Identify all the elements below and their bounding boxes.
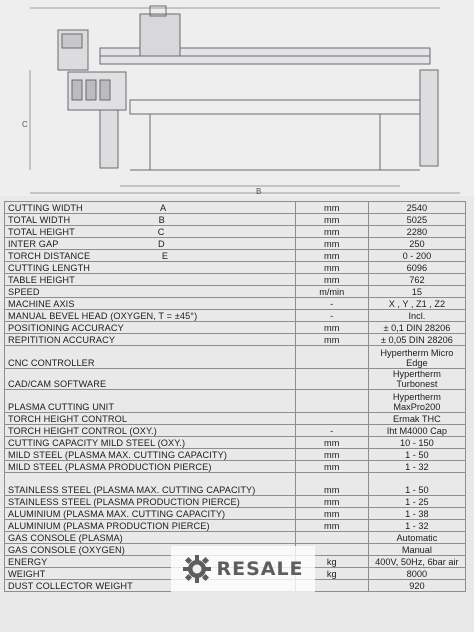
row-description-text: DUST COLLECTOR WEIGHT <box>8 581 133 591</box>
row-value: ± 0,05 DIN 28206 <box>368 334 465 346</box>
row-unit: - <box>295 425 368 437</box>
row-description <box>5 437 296 449</box>
row-description-text: TOTAL WIDTH <box>8 215 71 225</box>
row-description-text: CUTTING CAPACITY MILD STEEL (OXY.) <box>8 438 186 448</box>
table-row <box>5 298 466 310</box>
row-unit: mm <box>295 238 368 250</box>
table-row <box>5 238 466 250</box>
row-description-text: GAS CONSOLE (OXYGEN) <box>8 545 125 555</box>
row-description-text: ALUMINIUM (PLASMA MAX. CUTTING CAPACITY) <box>8 509 226 519</box>
row-description-text: MILD STEEL (PLASMA PRODUCTION PIERCE) <box>8 462 212 472</box>
row-description-text: WEIGHT <box>8 569 46 579</box>
row-description <box>5 274 296 286</box>
row-description-text: MANUAL BEVEL HEAD (OXYGEN, T = ±45°) <box>8 311 198 321</box>
table-row <box>5 202 466 214</box>
table-row <box>5 473 466 496</box>
table-row <box>5 437 466 449</box>
row-description <box>5 390 296 413</box>
row-description-text: PLASMA CUTTING UNIT <box>8 402 115 412</box>
row-unit: mm <box>295 508 368 520</box>
row-description <box>5 508 296 520</box>
row-dimension-letter: E <box>161 251 169 261</box>
row-value: 1 - 38 <box>368 508 465 520</box>
row-unit <box>295 369 368 390</box>
row-value: 250 <box>368 238 465 250</box>
dim-label-c: C <box>22 120 28 129</box>
dim-label-b: B <box>256 187 262 196</box>
row-unit: kg <box>295 568 368 580</box>
row-dimension-letter: A <box>159 203 167 213</box>
row-description-text: GAS CONSOLE (PLASMA) <box>8 533 123 543</box>
row-value: 0 - 200 <box>368 250 465 262</box>
table-row <box>5 262 466 274</box>
row-description <box>5 250 296 262</box>
row-description <box>5 298 296 310</box>
row-description-text: CNC CONTROLLER <box>8 358 95 368</box>
table-row <box>5 413 466 425</box>
row-unit: mm <box>295 274 368 286</box>
table-row <box>5 461 466 473</box>
machine-drawing-svg <box>0 0 474 196</box>
table-row <box>5 346 466 369</box>
row-description <box>5 310 296 322</box>
row-unit: - <box>295 310 368 322</box>
row-value: Incl. <box>368 310 465 322</box>
table-row <box>5 274 466 286</box>
table-row <box>5 214 466 226</box>
spec-table-body <box>5 202 466 592</box>
row-unit: mm <box>295 202 368 214</box>
table-row <box>5 334 466 346</box>
row-description <box>5 520 296 532</box>
row-description-text: TORCH DISTANCE <box>8 251 91 261</box>
row-unit <box>295 532 368 544</box>
row-unit: mm <box>295 226 368 238</box>
row-value: Iht M4000 Cap <box>368 425 465 437</box>
row-value: Manual <box>368 544 465 556</box>
row-unit: mm <box>295 214 368 226</box>
table-row <box>5 286 466 298</box>
row-description-text: TABLE HEIGHT <box>8 275 75 285</box>
table-row <box>5 310 466 322</box>
row-unit: mm <box>295 520 368 532</box>
row-unit <box>295 390 368 413</box>
row-value: Automatic <box>368 532 465 544</box>
row-value: 920 <box>368 580 465 592</box>
row-description <box>5 473 296 496</box>
row-description-text: TORCH HEIGHT CONTROL <box>8 414 128 424</box>
row-unit: mm <box>295 461 368 473</box>
row-value: 8000 <box>368 568 465 580</box>
row-description <box>5 496 296 508</box>
row-description-text: STAINLESS STEEL (PLASMA MAX. CUTTING CAPACITY) <box>8 485 256 495</box>
row-description <box>5 238 296 250</box>
row-value: 1 - 50 <box>368 449 465 461</box>
row-description <box>5 262 296 274</box>
gear-icon <box>182 554 212 584</box>
row-description <box>5 322 296 334</box>
machine-drawing <box>0 0 474 196</box>
table-row <box>5 496 466 508</box>
row-dimension-letter: C <box>157 227 165 237</box>
row-unit <box>295 413 368 425</box>
row-unit: mm <box>295 334 368 346</box>
row-value: 1 - 25 <box>368 496 465 508</box>
spec-table <box>4 201 466 592</box>
table-row <box>5 532 466 544</box>
row-description-text: CUTTING WIDTH <box>8 203 83 213</box>
row-description-text: SPEED <box>8 287 40 297</box>
row-value: 400V, 50Hz, 6bar air <box>368 556 465 568</box>
table-row <box>5 425 466 437</box>
row-dimension-letter: D <box>158 239 165 249</box>
row-unit: - <box>295 298 368 310</box>
row-description <box>5 334 296 346</box>
row-description <box>5 532 296 544</box>
row-description <box>5 449 296 461</box>
row-unit: kg <box>295 556 368 568</box>
row-value: 6096 <box>368 262 465 274</box>
row-description <box>5 202 296 214</box>
row-value: 2280 <box>368 226 465 238</box>
table-row <box>5 449 466 461</box>
row-unit: mm <box>295 250 368 262</box>
row-description <box>5 286 296 298</box>
row-description <box>5 214 296 226</box>
row-description <box>5 461 296 473</box>
row-description-text: TORCH HEIGHT CONTROL (OXY.) <box>8 426 157 436</box>
row-description-text: MACHINE AXIS <box>8 299 75 309</box>
row-unit: m/min <box>295 286 368 298</box>
row-description-text: MILD STEEL (PLASMA MAX. CUTTING CAPACITY) <box>8 450 228 460</box>
row-description <box>5 425 296 437</box>
row-unit: mm <box>295 437 368 449</box>
row-value: 10 - 150 <box>368 437 465 449</box>
table-row <box>5 250 466 262</box>
table-row <box>5 390 466 413</box>
row-unit: mm <box>295 496 368 508</box>
table-row <box>5 508 466 520</box>
row-value: Hypertherm Turbonest <box>368 369 465 390</box>
row-description <box>5 413 296 425</box>
row-description-text: REPITITION ACCURACY <box>8 335 116 345</box>
row-unit: mm <box>295 449 368 461</box>
row-description-text: ALUMINIUM (PLASMA PRODUCTION PIERCE) <box>8 521 210 531</box>
row-dimension-letter: B <box>158 215 165 225</box>
row-value: 15 <box>368 286 465 298</box>
row-description <box>5 369 296 390</box>
row-value: 1 - 32 <box>368 520 465 532</box>
row-value: 762 <box>368 274 465 286</box>
row-unit: mm <box>295 262 368 274</box>
row-description-text: CAD/CAM SOFTWARE <box>8 379 107 389</box>
table-row <box>5 226 466 238</box>
row-value: Hypertherm MaxPro200 <box>368 390 465 413</box>
row-value: ± 0,1 DIN 28206 <box>368 322 465 334</box>
resale-watermark <box>171 546 315 592</box>
table-row <box>5 369 466 390</box>
row-description <box>5 226 296 238</box>
row-value: 1 - 50 <box>368 473 465 496</box>
row-description-text: STAINLESS STEEL (PLASMA PRODUCTION PIERCE) <box>8 497 240 507</box>
row-value: 5025 <box>368 214 465 226</box>
row-value: Hypertherm Micro Edge <box>368 346 465 369</box>
row-value: Ermak THC <box>368 413 465 425</box>
table-row <box>5 322 466 334</box>
row-description <box>5 346 296 369</box>
row-description-text: INTER GAP <box>8 239 59 249</box>
row-description-text: POSITIONING ACCURACY <box>8 323 124 333</box>
row-description-text: ENERGY <box>8 557 48 567</box>
table-row <box>5 520 466 532</box>
row-value: 2540 <box>368 202 465 214</box>
row-value: X , Y , Z1 , Z2 <box>368 298 465 310</box>
row-value: 1 - 32 <box>368 461 465 473</box>
row-unit <box>295 346 368 369</box>
row-unit: mm <box>295 473 368 496</box>
row-description-text: CUTTING LENGTH <box>8 263 91 273</box>
row-unit: mm <box>295 322 368 334</box>
watermark-text: RESALE <box>216 558 304 580</box>
row-description-text: TOTAL HEIGHT <box>8 227 75 237</box>
